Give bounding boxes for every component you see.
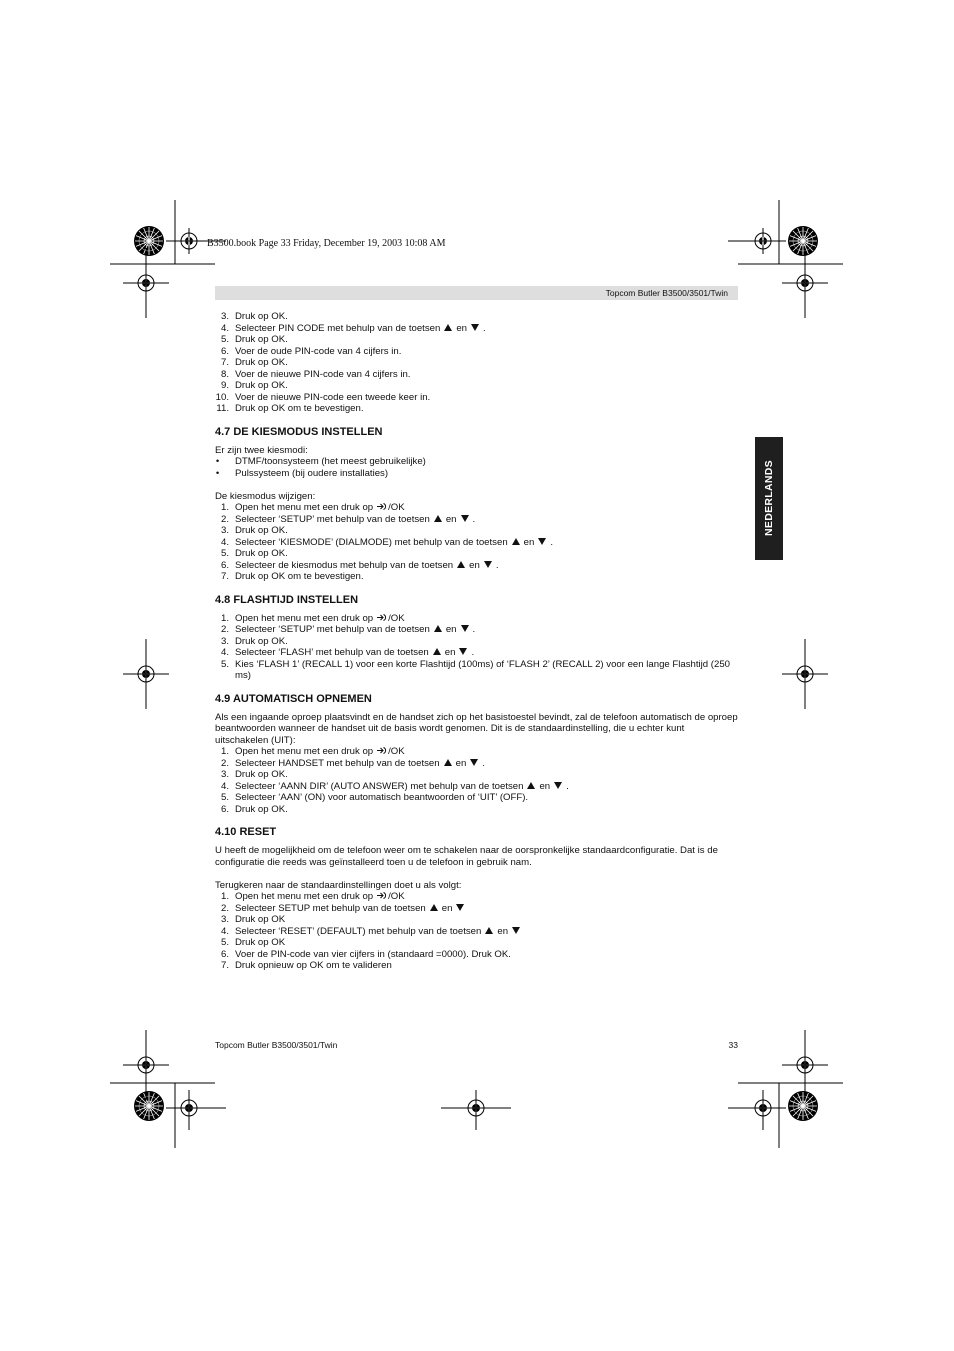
arrow-up-icon [444, 324, 452, 331]
section-4-10-intro: U heeft de mogelijkheid om de telefoon weer om te schakelen naar de oorspronkelijke standaardconfiguratie. Dat is de configuratie die reeds was geïnstalleerd toen u de telefoon in gebruik nam. [215, 845, 718, 868]
arrow-down-icon [461, 515, 469, 522]
step-text: en [445, 513, 457, 525]
step-text: Open het menu met een druk op [235, 746, 374, 757]
step-text: Druk op OK. [235, 635, 288, 647]
step-text: Selecteer ‘FLASH’ met behulp van de toetsen [235, 647, 429, 658]
step-number: 8. [220, 368, 229, 380]
arrow-down-icon [456, 904, 464, 911]
step-text: Druk op OK [235, 914, 286, 925]
list-item: • DTMF/toonsysteem (het meest gebruikelijke) [215, 456, 426, 467]
list-item [215, 334, 738, 346]
list-item [215, 792, 738, 804]
step-text: Selecteer ‘AAN’ (ON) voor automatisch beantwoorden of ‘UIT’ (OFF). [235, 792, 529, 803]
reset-steps [215, 891, 738, 972]
section-title-4-7: 4.7 DE KIESMODUS INSTELLEN [215, 425, 383, 438]
step-text: Druk op OK. [235, 548, 288, 559]
list-item [215, 937, 738, 949]
language-tab [755, 437, 783, 560]
book-info: B3500.book Page 33 Friday, December 19, 2003 10:08 AM [207, 238, 446, 249]
list-item [215, 514, 738, 526]
section-4-7-intro: Er zijn twee kiesmodi: [215, 444, 308, 456]
step-number: 3. [220, 914, 229, 925]
step-text: . [472, 624, 476, 635]
step-text: /OK [388, 891, 405, 902]
step-text: Druk op OK. [235, 769, 288, 780]
page-number: 33 [728, 1040, 738, 1050]
list-item [215, 758, 738, 770]
list-item [215, 903, 738, 915]
step-text: en [497, 925, 509, 937]
step-text: en [469, 559, 480, 571]
list-item [215, 746, 738, 758]
step-text: . [482, 322, 486, 334]
step-number: 4. [220, 780, 229, 792]
arrow-up-icon [485, 927, 493, 934]
step-number: 2. [220, 624, 229, 635]
arrow-down-icon [512, 927, 520, 934]
step-text: Druk op OK [235, 937, 286, 948]
step-text: Selecteer ‘SETUP’ met behulp van de toetsen [235, 624, 430, 635]
list-item [215, 914, 738, 926]
list-item [215, 525, 738, 537]
flash-steps [215, 613, 738, 682]
list-item [215, 659, 738, 682]
step-text: en [539, 780, 551, 792]
step-number: 2. [220, 902, 229, 914]
step-text: Druk op OK om te bevestigen. [235, 571, 364, 582]
arrow-up-icon [444, 759, 452, 766]
arrow-up-icon [433, 648, 441, 655]
step-text: Selecteer SETUP met behulp van de toetsen [235, 902, 426, 914]
step-number: 5. [220, 658, 229, 670]
list-item [215, 804, 738, 816]
page-content [215, 311, 738, 972]
step-text: . [471, 647, 475, 658]
step-text: en [445, 624, 457, 635]
step-number: 9. [220, 380, 229, 391]
step-text: Selecteer ‘AANN DIR’ (AUTO ANSWER) met behulp van de toetsen [235, 780, 524, 792]
step-text: . [566, 780, 569, 792]
step-text: Voer de oude PIN-code van 4 cijfers in. [235, 345, 402, 357]
list-item [215, 380, 738, 392]
list-item [215, 392, 738, 404]
step-text: Selecteer ‘SETUP’ met behulp van de toetsen [235, 513, 430, 525]
step-number: 7. [220, 571, 229, 582]
section-title-4-10: 4.10 RESET [215, 826, 277, 838]
menu-key-icon [376, 891, 387, 900]
step-number: 3. [220, 311, 229, 322]
step-number: 4. [220, 647, 229, 658]
step-number: 4. [220, 536, 229, 548]
list-item [215, 311, 738, 323]
list-item [215, 403, 738, 415]
menu-key-icon [376, 502, 387, 511]
arrow-down-icon [484, 561, 492, 568]
step-text: Druk op OK om te bevestigen. [235, 403, 364, 414]
step-number: 2. [220, 513, 229, 525]
step-number: 11. [216, 403, 229, 414]
autoanswer-steps [215, 746, 738, 815]
step-number: 1. [220, 612, 229, 624]
step-number: 5. [220, 334, 229, 345]
step-text: en [441, 902, 453, 914]
step-number: 5. [220, 937, 229, 948]
list-item [215, 624, 738, 636]
language-tab-label: NEDERLANDS [763, 460, 775, 536]
menu-key-icon [376, 613, 387, 622]
list-item [215, 926, 738, 938]
step-number: 5. [220, 792, 229, 803]
step-number: 7. [220, 357, 229, 368]
menu-key-icon [376, 746, 387, 755]
section-title-4-9: 4.9 AUTOMATISCH OPNEMEN [215, 692, 372, 705]
list-item [215, 548, 738, 560]
step-text: Druk op OK. [235, 334, 288, 345]
step-number: 1. [220, 891, 229, 902]
step-text: Druk op OK. [235, 803, 288, 815]
step-text: . [482, 757, 485, 769]
step-text: Selecteer de kiesmodus met behulp van de toetsen [235, 559, 454, 571]
step-number: 1. [220, 502, 229, 513]
step-text: . [472, 513, 476, 525]
list-item [215, 769, 738, 781]
step-number: 7. [220, 960, 229, 971]
step-number: 3. [220, 635, 229, 647]
step-text: Druk op OK. [235, 380, 288, 391]
step-text: Selecteer ‘RESET’ (DEFAULT) met behulp van de toetsen [235, 925, 482, 937]
list-item [215, 960, 738, 972]
step-text: Selecteer ‘KIESMODE’ (DIALMODE) met behulp van de toetsen [235, 536, 508, 548]
arrow-down-icon [470, 759, 478, 766]
step-text: /OK [388, 502, 405, 513]
step-number: 4. [220, 925, 229, 937]
step-text: Open het menu met een druk op [235, 612, 374, 624]
step-text: . [495, 559, 499, 571]
arrow-down-icon [471, 324, 479, 331]
step-number: 6. [220, 345, 229, 357]
list-item [215, 571, 738, 583]
step-text: en [456, 322, 467, 334]
step-text: en [444, 647, 456, 658]
dialmode-bullets [215, 456, 738, 479]
step-number: 6. [220, 803, 229, 815]
arrow-down-icon [459, 648, 467, 655]
list-item [215, 781, 738, 793]
arrow-down-icon [554, 782, 562, 789]
list-item [215, 357, 738, 369]
section-title-4-8: 4.8 FLASHTIJD INSTELLEN [215, 593, 359, 606]
list-item [215, 323, 738, 335]
list-item [215, 369, 738, 381]
step-number: 6. [220, 948, 229, 960]
step-text: en [455, 757, 467, 769]
arrow-up-icon [457, 561, 465, 568]
arrow-up-icon [512, 538, 520, 545]
step-text: Druk op OK. [235, 525, 288, 536]
list-item [215, 949, 738, 961]
arrow-up-icon [434, 515, 442, 522]
arrow-down-icon [461, 625, 469, 632]
step-text: Open het menu met een druk op [235, 502, 374, 513]
arrow-up-icon [527, 782, 535, 789]
list-item [215, 891, 738, 903]
step-text: . [550, 536, 553, 548]
step-text: en [523, 536, 535, 548]
section-4-7-change-intro: De kiesmodus wijzigen: [215, 490, 316, 502]
step-text: Druk op OK. [235, 311, 288, 322]
dialmode-steps [215, 502, 738, 583]
step-number: 1. [220, 746, 229, 757]
header-title: Topcom Butler B3500/3501/Twin [605, 288, 728, 298]
step-text: Voer de nieuwe PIN-code een tweede keer in. [235, 391, 431, 403]
list-item [215, 502, 738, 514]
step-number: 3. [220, 769, 229, 780]
arrow-up-icon [434, 625, 442, 632]
step-text: Druk op OK. [235, 357, 288, 368]
list-item: • Pulssysteem (bij oudere installaties) [215, 467, 389, 479]
step-number: 3. [220, 525, 229, 536]
step-text: Open het menu met een druk op [235, 891, 374, 902]
step-text: Selecteer HANDSET met behulp van de toetsen [235, 757, 440, 769]
section-4-10-change-intro: Terugkeren naar de standaardinstellingen doet u als volgt: [215, 879, 462, 891]
running-header [215, 286, 738, 300]
list-item [215, 636, 738, 648]
list-item [215, 647, 738, 659]
step-text: Selecteer PIN CODE met behulp van de toetsen [235, 322, 441, 334]
step-number: 6. [220, 559, 229, 571]
step-text: /OK [388, 746, 405, 757]
step-number: 10. [215, 391, 229, 403]
arrow-up-icon [430, 904, 438, 911]
step-number: 2. [220, 757, 229, 769]
list-item [215, 560, 738, 572]
list-item [215, 613, 738, 625]
step-text: Voer de PIN-code van vier cijfers in (standaard =0000). Druk OK. [235, 948, 511, 960]
list-item [215, 537, 738, 549]
pin-steps [215, 311, 738, 415]
arrow-down-icon [538, 538, 546, 545]
step-number: 5. [220, 548, 229, 559]
step-text: Kies ‘FLASH 1’ (RECALL 1) voor een korte Flashtijd (100ms) of ‘FLASH 2’ (RECALL 2) voor een lange Flashtijd (250 ms) [235, 658, 731, 681]
footer-title: Topcom Butler B3500/3501/Twin [215, 1040, 338, 1050]
step-text: /OK [388, 612, 405, 624]
list-item [215, 346, 738, 358]
section-4-9-intro: Als een ingaande oproep plaatsvindt en de handset zich op het basistoestel bevindt, zal de telefoon automatisch de oproep beantwoorden wanneer de handset uit de basis wordt genomen. Dit is de standaardinstelling, die u echter kunt uitschakelen (UIT): [215, 711, 738, 746]
step-number: 4. [220, 322, 229, 334]
step-text: Druk opnieuw op OK om te valideren [235, 960, 392, 971]
step-text: Voer de nieuwe PIN-code van 4 cijfers in. [235, 368, 411, 380]
